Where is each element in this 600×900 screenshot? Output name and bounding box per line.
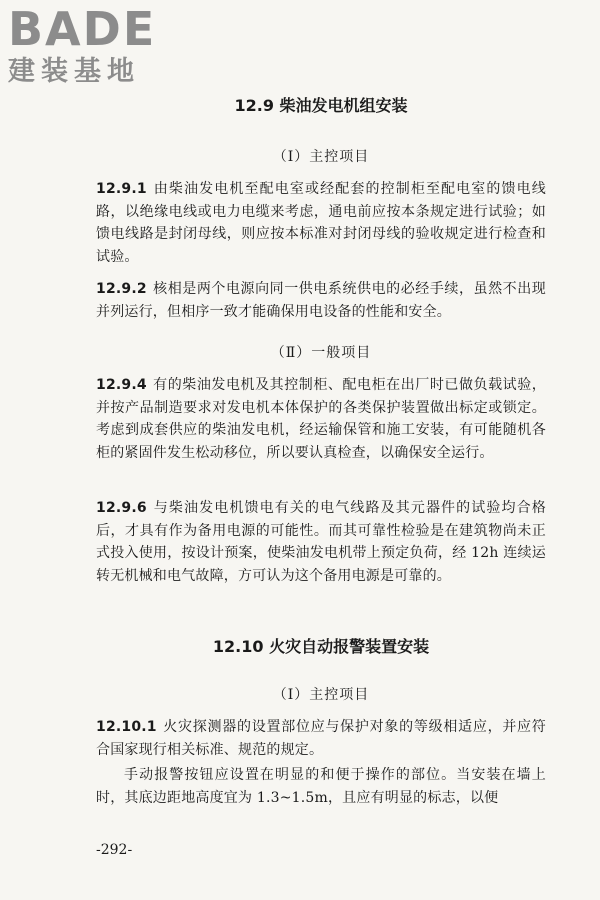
subheading-main-items: （Ⅰ）主控项目 xyxy=(272,149,370,165)
clause-text: 由柴油发电机至配电室或经配套的控制柜至配电室的馈电线路，以绝缘电线或电力电缆来考虑，通电前应按本条规定进行试验；如馈电线路是封闭母线，则应按本标准对封闭母线的验收规定进行检查和试验。 xyxy=(96,181,546,265)
clause-text: 火灾探测器的设置部位应与保护对象的等级相适应，并应符合国家现行相关标准、规范的规定。 xyxy=(96,719,546,758)
clause-12-9-2 xyxy=(96,278,546,323)
clause-12-9-6 xyxy=(96,497,546,587)
logo-mark: BADE xyxy=(8,2,157,56)
clause-number: 12.9.6 xyxy=(96,500,147,516)
paragraph-manual-alarm-button: 手动报警按钮应设置在明显的和便于操作的部位。当安装在墙上时，其底边距地高度宜为 1.3~1.5m，且应有明显的标志，以便 xyxy=(96,767,546,806)
clause-12-9-1 xyxy=(96,178,546,268)
bade-logo xyxy=(8,4,156,88)
clause-text: 核相是两个电源向同一供电系统供电的必经手续，虽然不出现并列运行，但相序一致才能确保用电设备的性能和安全。 xyxy=(96,281,546,320)
subheading-general-items: （Ⅱ）一般项目 xyxy=(270,345,372,361)
clause-number: 12.9.1 xyxy=(96,181,147,197)
logo-subtitle: 建装基地 xyxy=(8,56,140,87)
clause-12-10-1 xyxy=(96,716,546,761)
section-heading-12-9: 12.9 柴油发电机组安装 xyxy=(234,96,408,115)
clause-text: 有的柴油发电机及其控制柜、配电柜在出厂时已做负载试验，并按产品制造要求对发电机本体保护的各类保护装置做出标定或锁定。考虑到成套供应的柴油发电机，经运输保管和施工安装，有可能随机各柜的紧固件发生松动移位，所以要认真检查，以确保安全运行。 xyxy=(96,377,546,461)
clause-number: 12.10.1 xyxy=(96,719,157,735)
clause-number: 12.9.4 xyxy=(96,377,147,393)
clause-12-9-4 xyxy=(96,374,546,464)
clause-number: 12.9.2 xyxy=(96,281,147,297)
page-number: -292- xyxy=(96,842,133,858)
subheading-main-items-12-10: （Ⅰ）主控项目 xyxy=(272,687,370,703)
section-heading-12-10: 12.10 火灾自动报警装置安装 xyxy=(212,637,430,656)
clause-text: 与柴油发电机馈电有关的电气线路及其元器件的试验均合格后，才具有作为备用电源的可能性。而其可靠性检验是在建筑物尚未正式投入使用，按设计预案，使柴油发电机带上预定负荷，经 12h 连续运转无机械和电气故障，方可认为这个备用电源是可靠的。 xyxy=(96,500,546,584)
